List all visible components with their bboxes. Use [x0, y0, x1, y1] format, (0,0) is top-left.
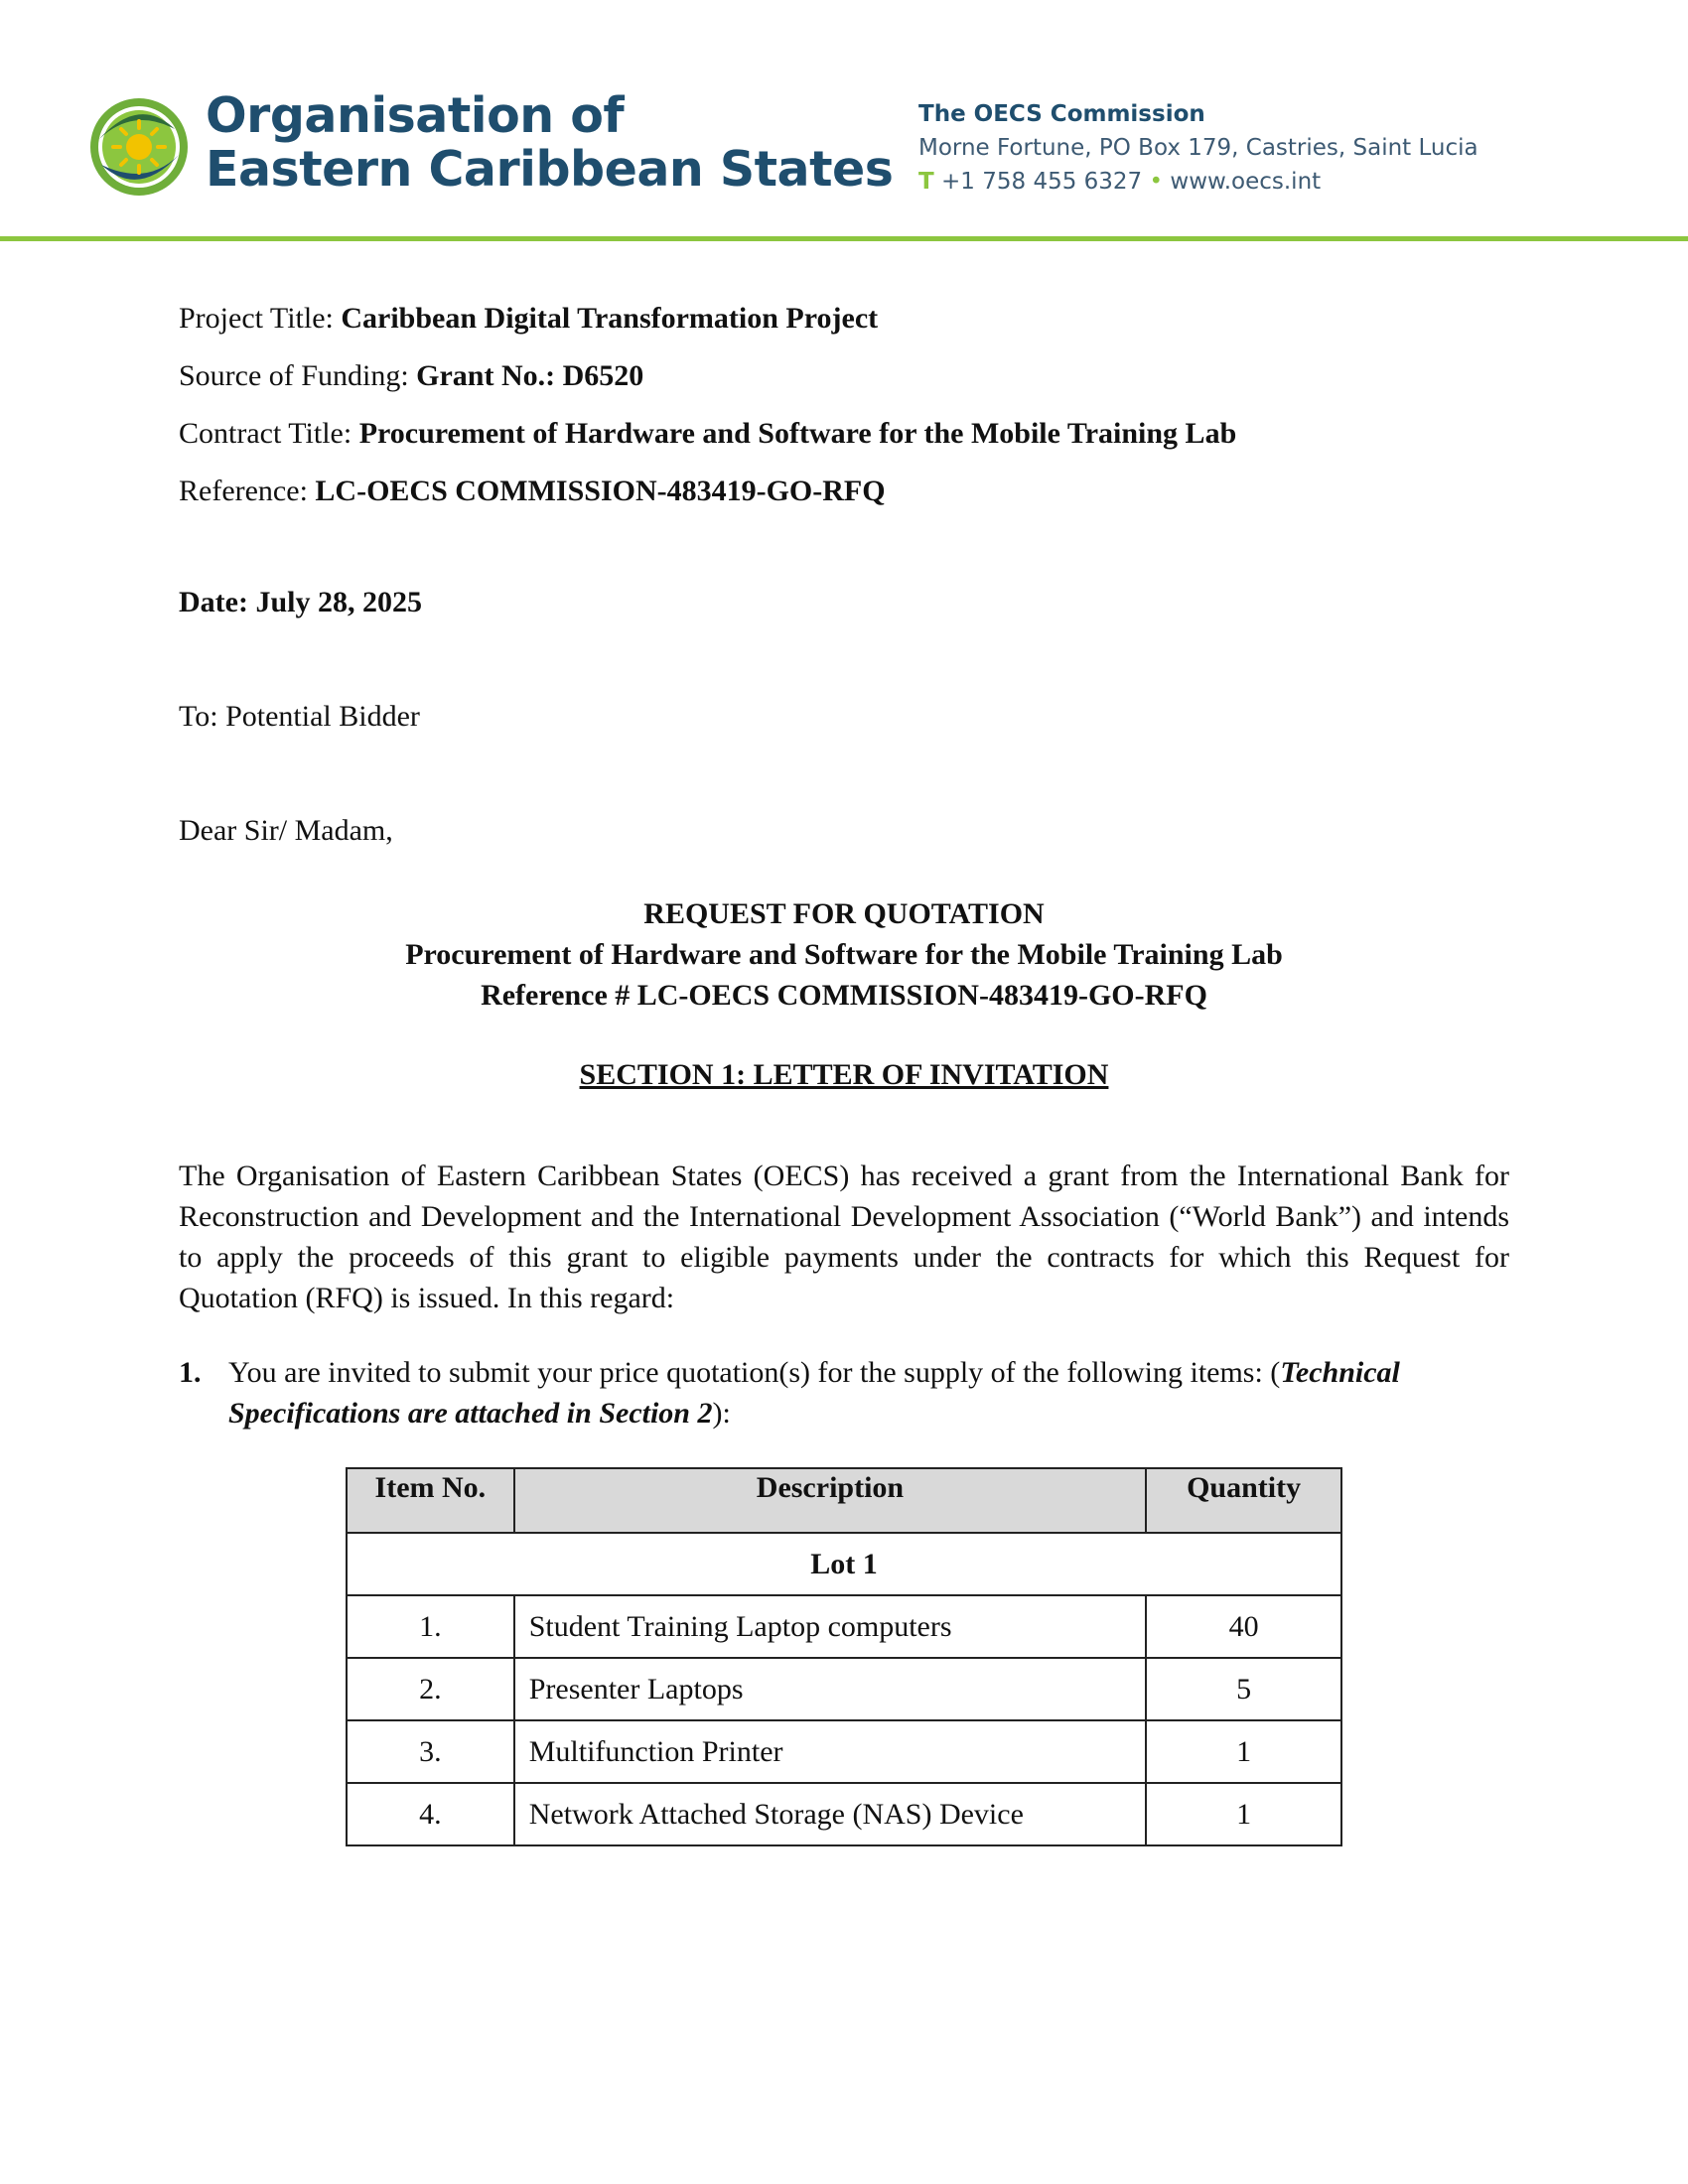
item-number: 1.: [179, 1356, 202, 1389]
header-description: Description: [514, 1468, 1146, 1533]
contract-title-value: Procurement of Hardware and Software for the Mobile Training Lab: [358, 417, 1237, 450]
project-title-row: [179, 296, 1236, 353]
address: Morne Fortune, PO Box 179, Castries, Saint Lucia: [918, 135, 1478, 161]
quantity-cell: 1: [1146, 1783, 1341, 1845]
quantity-cell: 5: [1146, 1658, 1341, 1720]
project-title-value: Caribbean Digital Transformation Project: [341, 302, 879, 335]
items-table: [346, 1467, 1342, 1846]
org-name-line1: Organisation of: [206, 87, 625, 144]
rfq-reference: Reference # LC-OECS COMMISSION-483419-GO-RFQ: [481, 979, 1207, 1012]
item-no-cell: 3.: [347, 1720, 514, 1783]
description-cell: Presenter Laptops: [514, 1658, 1146, 1720]
funding-label: Source of Funding:: [179, 359, 409, 392]
phone-web-line: [918, 165, 1478, 199]
contract-title-label: Contract Title:: [179, 417, 352, 450]
header-divider: [0, 236, 1688, 241]
item-no-cell: 4.: [347, 1783, 514, 1845]
table-row: [347, 1595, 1341, 1658]
reference-row: [179, 469, 1236, 526]
website-link[interactable]: www.oecs.int: [1170, 169, 1322, 195]
funding-row: [179, 353, 1236, 411]
organisation-name: [206, 89, 893, 197]
oecs-sun-logo: [87, 95, 191, 199]
quantity-cell: 1: [1146, 1720, 1341, 1783]
lot-row: [347, 1533, 1341, 1595]
rfq-title: REQUEST FOR QUOTATION: [643, 897, 1045, 930]
item-no-cell: 1.: [347, 1595, 514, 1658]
item-text-end: ):: [712, 1397, 731, 1430]
org-name-line2: Eastern Caribbean States: [206, 141, 894, 198]
phone-number: +1 758 455 6327: [941, 169, 1143, 195]
section-heading: SECTION 1: LETTER OF INVITATION: [579, 1058, 1109, 1091]
table-row: [347, 1720, 1341, 1783]
item-text-start: You are invited to submit your price quotation(s) for the supply of the following items: (: [228, 1356, 1281, 1389]
funding-value: Grant No.: D6520: [416, 359, 644, 392]
separator-dot: •: [1149, 169, 1164, 195]
quantity-cell: 40: [1146, 1595, 1341, 1658]
commission-name: The OECS Commission: [918, 101, 1205, 127]
item-text: [228, 1352, 1509, 1433]
letterhead: [0, 0, 1688, 243]
item-no-cell: 2.: [347, 1658, 514, 1720]
contact-block: [918, 97, 1478, 199]
description-cell: Multifunction Printer: [514, 1720, 1146, 1783]
item-text-emphasis: Technical Specifications are attached in Section 2: [228, 1356, 1400, 1430]
rfq-subtitle: Procurement of Hardware and Software for the Mobile Training Lab: [405, 938, 1283, 971]
header-quantity: Quantity: [1146, 1468, 1341, 1533]
phone-prefix: T: [918, 169, 934, 195]
table-header-row: [347, 1468, 1341, 1533]
contract-title-row: [179, 411, 1236, 469]
description-cell: Student Training Laptop computers: [514, 1595, 1146, 1658]
numbered-item-1: [179, 1352, 1509, 1433]
table-row: [347, 1783, 1341, 1845]
rfq-heading-block: [0, 893, 1688, 1016]
table-row: [347, 1658, 1341, 1720]
project-title-label: Project Title:: [179, 302, 334, 335]
header-item-no: Item No.: [347, 1468, 514, 1533]
salutation: Dear Sir/ Madam,: [179, 814, 393, 847]
letter-date: Date: July 28, 2025: [179, 586, 422, 618]
intro-paragraph: The Organisation of Eastern Caribbean States (OECS) has received a grant from the International Bank for Reconstruction and Development and the International Development Association (“World Bank”) and intends to apply the proceeds of this grant to eligible payments under the contracts for which this Request for Quotation (RFQ) is issued. In this regard:: [179, 1160, 1509, 1314]
recipient: To: Potential Bidder: [179, 700, 420, 733]
lot-label: Lot 1: [347, 1533, 1341, 1595]
reference-label: Reference:: [179, 475, 308, 507]
reference-value: LC-OECS COMMISSION-483419-GO-RFQ: [315, 475, 886, 507]
project-meta: [179, 296, 1236, 526]
description-cell: Network Attached Storage (NAS) Device: [514, 1783, 1146, 1845]
